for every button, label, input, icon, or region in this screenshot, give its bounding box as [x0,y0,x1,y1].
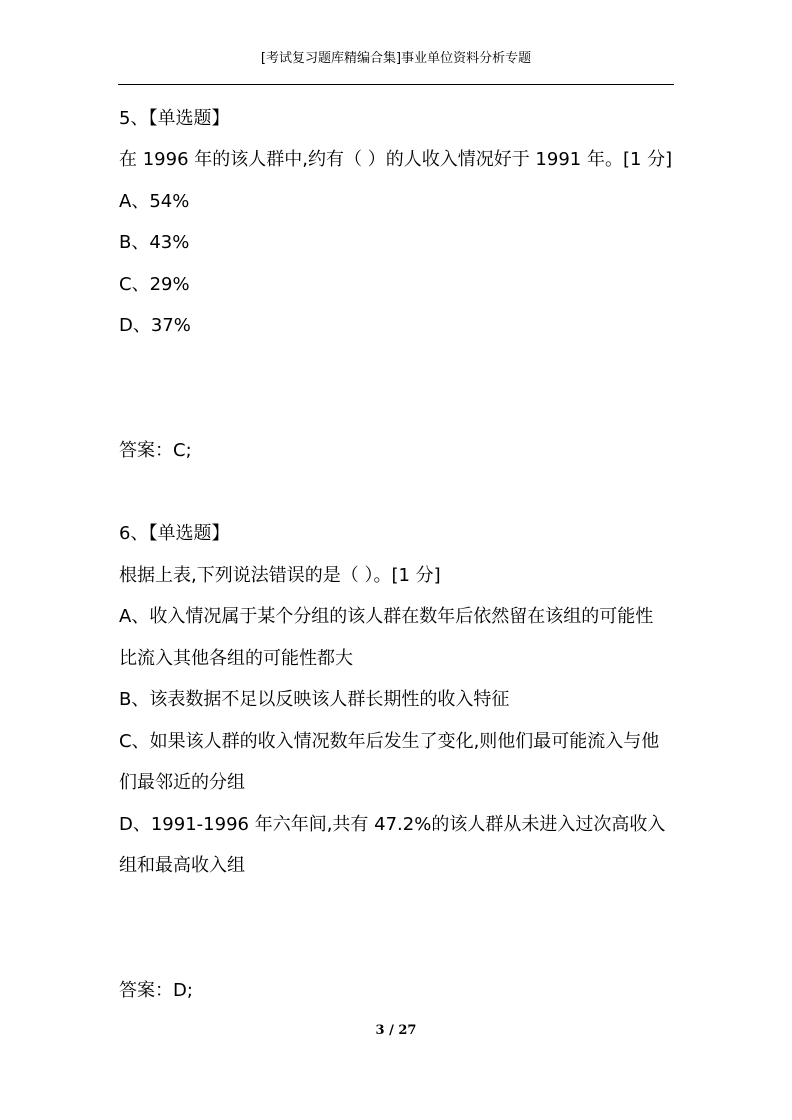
question-6-answer: 答案：D; [119,980,193,1001]
question-5-option-d: D、37% [119,315,191,336]
question-5-option-c: C、29% [119,274,190,295]
page-number: 3 / 27 [375,1023,417,1038]
question-5-option-a: A、54% [119,191,190,212]
question-5-label: 5、【单选题】 [119,108,230,129]
question-6-label: 6、【单选题】 [119,523,230,544]
question-5-answer: 答案：C; [119,440,192,461]
question-6-option-d-line-1: D、1991-1996 年六年间,共有 47.2%的该人群从未进入过次高收入 [119,814,666,835]
page-header: [考试复习题库精编合集]事业单位资料分析专题 [260,51,532,66]
question-6-option-c-line-1: C、如果该人群的收入情况数年后发生了变化,则他们最可能流入与他 [119,731,660,752]
question-5-stem: 在 1996 年的该人群中,约有（ ）的人收入情况好于 1991 年。[1 分] [119,149,673,170]
question-6-option-d-line-2: 组和最高收入组 [119,855,245,876]
header-divider [118,84,674,85]
question-6-option-b: B、该表数据不足以反映该人群长期性的收入特征 [119,689,510,710]
question-5-option-b: B、43% [119,232,190,253]
question-6-option-c-line-2: 们最邻近的分组 [119,772,245,793]
question-6-option-a-line-1: A、收入情况属于某个分组的该人群在数年后依然留在该组的可能性 [119,606,654,627]
question-6-stem: 根据上表,下列说法错误的是（ ）。[1 分] [119,565,441,586]
question-6-option-a-line-2: 比流入其他各组的可能性都大 [119,648,353,669]
